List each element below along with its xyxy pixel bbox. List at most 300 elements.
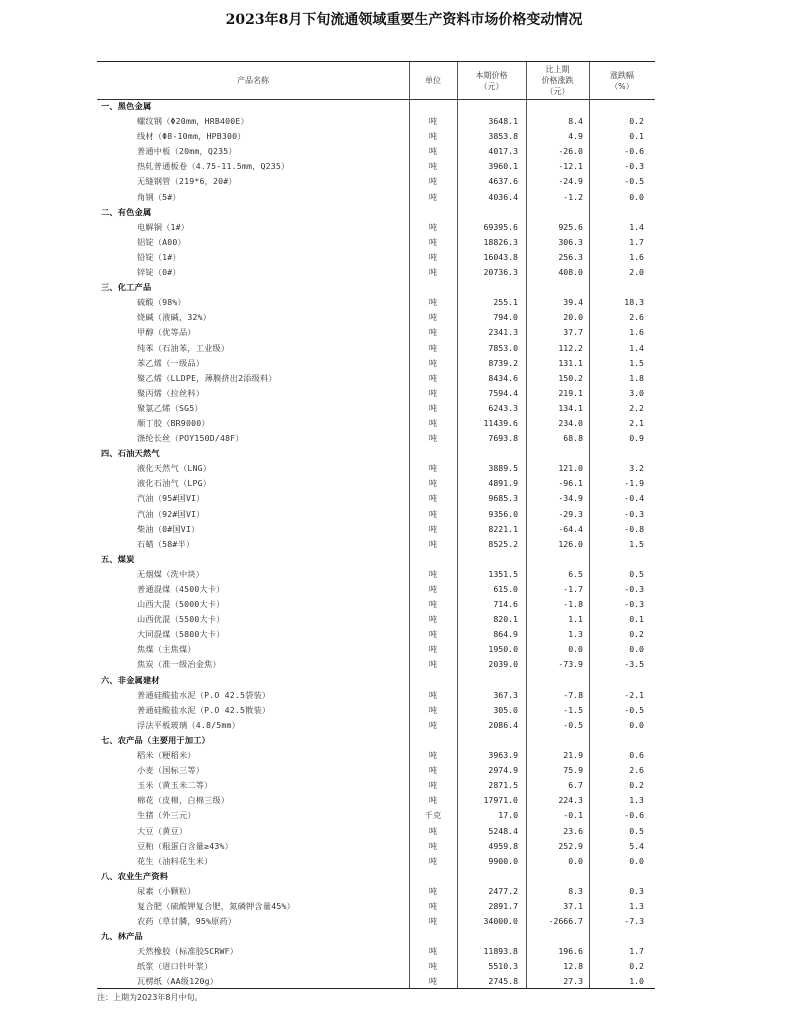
table-row	[97, 824, 655, 839]
unit-cell: 吨	[428, 402, 438, 413]
category-name: 一、黑色金属	[101, 101, 152, 111]
product-name: 角钢（5#）	[137, 191, 181, 202]
change-cell: 21.9	[563, 750, 583, 761]
price-cell: 2341.3	[488, 327, 518, 338]
unit-cell: 吨	[428, 584, 438, 594]
product-name: 汽油（92#国VI）	[137, 508, 205, 519]
unit-cell: 吨	[428, 297, 438, 308]
category-row	[97, 205, 655, 220]
unit-cell: 吨	[428, 719, 438, 730]
table-row	[97, 401, 655, 416]
price-cell: 714.6	[493, 599, 518, 610]
category-name: 四、石油天然气	[101, 448, 160, 459]
header-change-percent	[589, 62, 655, 99]
category-row	[97, 446, 655, 461]
table-row	[97, 688, 655, 703]
unit-cell: 吨	[428, 176, 438, 187]
price-cell: 11893.8	[483, 946, 518, 957]
category-row	[97, 552, 655, 567]
change-cell: 1.3	[568, 629, 583, 640]
unit-cell: 吨	[428, 629, 438, 640]
unit-cell: 吨	[428, 840, 438, 851]
price-cell: 20736.3	[483, 267, 518, 278]
percent-cell: 0.3	[629, 885, 644, 896]
change-cell: -73.9	[558, 659, 583, 670]
change-cell: 252.9	[558, 840, 583, 851]
table-row	[97, 839, 655, 854]
product-name: 涤纶长丝（POY150D/48F）	[137, 433, 244, 444]
category-name: 二、有色金属	[101, 206, 152, 217]
product-name: 复合肥（硫酸钾复合肥，氮磷钾含量45%）	[137, 900, 295, 911]
product-name: 铝锭（A00）	[137, 236, 186, 247]
price-cell: 2086.4	[488, 719, 518, 730]
percent-cell: -0.5	[624, 704, 644, 715]
percent-cell: 2.0	[629, 267, 644, 278]
product-name: 普通硅酸盐水泥（P.O 42.5袋装）	[137, 689, 271, 700]
price-cell: 4891.9	[488, 478, 518, 489]
table-row	[97, 295, 655, 310]
product-name: 聚丙烯（拉丝料）	[137, 387, 205, 398]
percent-cell: 1.3	[629, 900, 644, 911]
change-cell: -1.2	[563, 191, 583, 202]
header-current-price	[457, 62, 526, 99]
unit-cell: 吨	[428, 312, 438, 323]
change-cell: 20.0	[563, 312, 583, 323]
category-name: 七、农产品（主要用于加工）	[101, 734, 211, 745]
price-table-body	[97, 99, 655, 990]
product-name: 玉米（黄玉米二等）	[137, 780, 213, 791]
unit-cell: 吨	[428, 463, 438, 474]
price-cell: 1950.0	[488, 644, 518, 655]
unit-cell: 吨	[428, 221, 438, 232]
price-cell: 9900.0	[488, 855, 518, 866]
header-price-line2: （元）	[479, 81, 504, 91]
unit-cell: 吨	[428, 508, 438, 519]
change-cell: 12.8	[563, 961, 583, 972]
percent-cell: 1.6	[629, 251, 644, 262]
product-name: 生猪（外三元）	[137, 810, 196, 821]
product-name: 浮法平板玻璃（4.8/5mm）	[137, 719, 241, 730]
table-row	[97, 582, 655, 597]
unit-cell: 吨	[428, 161, 438, 172]
change-cell: 37.1	[563, 900, 583, 911]
unit-cell: 吨	[428, 599, 438, 610]
percent-cell: -0.6	[624, 146, 644, 157]
price-cell: 69395.6	[483, 221, 518, 232]
change-cell: 925.6	[558, 221, 583, 232]
percent-cell: -0.3	[624, 584, 644, 594]
product-name: 甲醇（优等品）	[137, 327, 196, 338]
percent-cell: -0.5	[624, 176, 644, 187]
table-row	[97, 522, 655, 537]
percent-cell: 2.2	[629, 402, 644, 413]
percent-cell: 0.0	[629, 191, 644, 202]
price-cell: 864.9	[493, 629, 518, 640]
change-cell: 23.6	[563, 825, 583, 836]
percent-cell: -0.3	[624, 599, 644, 610]
table-row	[97, 778, 655, 793]
change-cell: 408.0	[558, 267, 583, 278]
price-cell: 615.0	[493, 584, 518, 594]
price-cell: 4637.6	[488, 176, 518, 187]
change-cell: -34.9	[558, 493, 583, 504]
change-cell: 126.0	[558, 538, 583, 549]
table-row	[97, 159, 655, 174]
price-cell: 11439.6	[483, 417, 518, 428]
price-cell: 18826.3	[483, 236, 518, 247]
unit-cell: 吨	[428, 116, 438, 127]
product-name: 山西大混（5000大卡）	[137, 599, 225, 610]
price-cell: 820.1	[493, 614, 518, 625]
change-cell: 6.7	[568, 780, 583, 791]
change-cell: 0.0	[568, 855, 583, 866]
change-cell: -1.7	[563, 584, 583, 594]
unit-cell: 吨	[428, 916, 438, 927]
percent-cell: 1.4	[629, 342, 644, 353]
percent-cell: 18.3	[624, 297, 644, 308]
change-cell: 219.1	[558, 387, 583, 398]
change-cell: 112.2	[558, 342, 583, 353]
percent-cell: 1.7	[629, 946, 644, 957]
table-row	[97, 310, 655, 325]
product-name: 瓦楞纸（AA级120g）	[137, 976, 219, 987]
header-change-line1: 比上期	[545, 65, 570, 74]
product-name: 烧碱（液碱，32%）	[137, 312, 212, 323]
unit-cell: 吨	[428, 689, 438, 700]
table-row	[97, 129, 655, 144]
table-row	[97, 235, 655, 250]
change-cell: 27.3	[563, 976, 583, 987]
price-cell: 16043.8	[483, 251, 518, 262]
price-cell: 2039.0	[488, 659, 518, 670]
price-cell: 17971.0	[483, 795, 518, 806]
price-cell: 305.0	[493, 704, 518, 715]
category-name: 九、林产品	[101, 931, 143, 942]
percent-cell: 1.7	[629, 236, 644, 247]
change-cell: 306.3	[558, 236, 583, 247]
percent-cell: 0.2	[629, 116, 644, 127]
table-row	[97, 431, 655, 446]
unit-cell: 吨	[428, 795, 438, 806]
table-row	[97, 612, 655, 627]
table-row	[97, 250, 655, 265]
category-row	[97, 929, 655, 944]
product-name: 锌锭（0#）	[137, 267, 181, 278]
percent-cell: -0.3	[624, 508, 644, 519]
change-cell: -2666.7	[548, 916, 583, 927]
header-name-label: 产品名称	[237, 76, 269, 85]
change-cell: -64.4	[558, 523, 583, 534]
percent-cell: -0.4	[624, 493, 644, 504]
table-row	[97, 899, 655, 914]
price-cell: 4017.3	[488, 146, 518, 157]
unit-cell: 吨	[428, 976, 438, 987]
change-cell: 4.9	[568, 131, 583, 142]
percent-cell: 2.6	[629, 312, 644, 323]
product-name: 普通硅酸盐水泥（P.O 42.5散装）	[137, 704, 271, 715]
change-cell: 196.6	[558, 946, 583, 957]
table-row	[97, 416, 655, 431]
table-row	[97, 914, 655, 929]
header-price-line1: 本期价格	[475, 70, 508, 80]
price-cell: 8739.2	[488, 357, 518, 368]
unit-cell: 千克	[424, 810, 442, 821]
unit-cell: 吨	[428, 765, 438, 776]
change-cell: -29.3	[558, 508, 583, 519]
table-row	[97, 959, 655, 974]
percent-cell: 0.6	[629, 750, 644, 761]
change-cell: 8.3	[568, 885, 583, 896]
product-name: 顺丁胶（BR9000）	[137, 417, 210, 428]
percent-cell: -1.9	[624, 478, 644, 489]
percent-cell: 1.4	[629, 221, 644, 232]
category-name: 六、非金属建材	[101, 674, 160, 685]
change-cell: -12.1	[558, 161, 583, 172]
price-cell: 4036.4	[488, 191, 518, 202]
price-cell: 4959.8	[488, 840, 518, 851]
product-name: 汽油（95#国VI）	[137, 493, 205, 504]
change-cell: 8.4	[568, 116, 583, 127]
product-name: 普通混煤（4500大卡）	[137, 584, 225, 594]
unit-cell: 吨	[428, 342, 438, 353]
price-cell: 34000.0	[483, 916, 518, 927]
price-cell: 2745.8	[488, 976, 518, 987]
unit-cell: 吨	[428, 538, 438, 549]
unit-cell: 吨	[428, 478, 438, 489]
percent-cell: 0.5	[629, 825, 644, 836]
header-unit-label: 单位	[425, 76, 441, 85]
product-name: 农药（草甘膦，95%原药）	[137, 916, 237, 927]
table-row	[97, 854, 655, 869]
percent-cell: 0.0	[629, 855, 644, 866]
header-pct-line2: （%）	[610, 81, 634, 91]
product-name: 小麦（国标三等）	[137, 765, 205, 776]
percent-cell: -3.5	[624, 659, 644, 670]
change-cell: 224.3	[558, 795, 583, 806]
product-name: 电解铜（1#）	[137, 221, 190, 232]
change-cell: 0.0	[568, 644, 583, 655]
price-cell: 367.3	[493, 689, 518, 700]
table-row	[97, 884, 655, 899]
change-cell: -1.8	[563, 599, 583, 610]
unit-cell: 吨	[428, 855, 438, 866]
unit-cell: 吨	[428, 146, 438, 157]
price-cell: 7693.8	[488, 433, 518, 444]
change-cell: 131.1	[558, 357, 583, 368]
change-cell: 121.0	[558, 463, 583, 474]
footnote: 注：上期为2023年8月中旬。	[97, 993, 203, 1002]
header-change-line3: （元）	[545, 87, 570, 96]
change-cell: 75.9	[563, 765, 583, 776]
change-cell: -1.5	[563, 704, 583, 715]
product-name: 苯乙烯（一级品）	[137, 357, 205, 368]
unit-cell: 吨	[428, 417, 438, 428]
table-row	[97, 341, 655, 356]
table-row	[97, 703, 655, 718]
unit-cell: 吨	[428, 523, 438, 534]
unit-cell: 吨	[428, 900, 438, 911]
product-name: 豆粕（粗蛋白含量≥43%）	[137, 840, 234, 851]
product-name: 螺纹钢（Φ20mm，HRB400E）	[137, 116, 249, 127]
category-row	[97, 99, 655, 114]
price-cell: 2974.9	[488, 765, 518, 776]
table-row	[97, 793, 655, 808]
percent-cell: 3.0	[629, 387, 644, 398]
table-row	[97, 537, 655, 552]
unit-cell: 吨	[428, 191, 438, 202]
price-cell: 3963.9	[488, 750, 518, 761]
unit-cell: 吨	[428, 644, 438, 655]
product-name: 大豆（黄豆）	[137, 825, 188, 836]
unit-cell: 吨	[428, 825, 438, 836]
percent-cell: 5.4	[629, 840, 644, 851]
table-row	[97, 491, 655, 506]
price-cell: 7853.0	[488, 342, 518, 353]
table-row	[97, 808, 655, 823]
product-name: 铅锭（1#）	[137, 251, 181, 262]
percent-cell: 2.6	[629, 765, 644, 776]
percent-cell: 2.1	[629, 417, 644, 428]
category-row	[97, 869, 655, 884]
table-row	[97, 190, 655, 205]
price-cell: 5510.3	[488, 961, 518, 972]
unit-cell: 吨	[428, 614, 438, 625]
table-row	[97, 476, 655, 491]
table-row	[97, 567, 655, 582]
unit-cell: 吨	[428, 946, 438, 957]
change-cell: 134.1	[558, 402, 583, 413]
percent-cell: 3.2	[629, 463, 644, 474]
percent-cell: -2.1	[624, 689, 644, 700]
change-cell: -0.1	[563, 810, 583, 821]
price-cell: 6243.3	[488, 402, 518, 413]
product-name: 石蜡（58#半）	[137, 538, 195, 549]
price-cell: 3853.8	[488, 131, 518, 142]
price-cell: 9685.3	[488, 493, 518, 504]
page-title: 2023年8月下旬流通领域重要生产资料市场价格变动情况	[225, 12, 583, 28]
header-pct-line1: 涨跌幅	[610, 70, 634, 80]
change-cell: 39.4	[563, 297, 583, 308]
product-name: 焦炭（准一级冶金焦）	[137, 659, 221, 670]
product-name: 大同混煤（5800大卡）	[137, 629, 225, 640]
percent-cell: 0.0	[629, 644, 644, 655]
percent-cell: 1.3	[629, 795, 644, 806]
percent-cell: -0.3	[624, 161, 644, 172]
percent-cell: 0.1	[629, 614, 644, 625]
price-cell: 7594.4	[488, 387, 518, 398]
price-cell: 8221.1	[488, 523, 518, 534]
unit-cell: 吨	[428, 704, 438, 715]
table-row	[97, 386, 655, 401]
product-name: 纯苯（石油苯，工业级）	[137, 342, 230, 353]
category-name: 三、化工产品	[101, 282, 152, 293]
price-cell: 17.0	[498, 810, 518, 821]
percent-cell: 0.0	[629, 719, 644, 730]
change-cell: 37.7	[563, 327, 583, 338]
percent-cell: -0.6	[624, 810, 644, 821]
table-row	[97, 265, 655, 280]
price-cell: 3960.1	[488, 161, 518, 172]
change-cell: 234.0	[558, 417, 583, 428]
change-cell: 68.8	[563, 433, 583, 444]
change-cell: -0.5	[563, 719, 583, 730]
price-cell: 8434.6	[488, 372, 518, 383]
table-row	[97, 144, 655, 159]
table-row	[97, 974, 655, 989]
category-name: 五、煤炭	[101, 553, 135, 564]
product-name: 尿素（小颗粒）	[137, 885, 196, 896]
table-row	[97, 748, 655, 763]
percent-cell: -7.3	[624, 916, 644, 927]
table-row	[97, 507, 655, 522]
category-row	[97, 733, 655, 748]
unit-cell: 吨	[428, 372, 438, 383]
price-cell: 255.1	[493, 297, 518, 308]
percent-cell: 1.8	[629, 372, 644, 383]
price-cell: 5248.4	[488, 825, 518, 836]
product-name: 线材（Φ8-10mm，HPB300）	[137, 131, 246, 142]
product-name: 普通中板（20mm，Q235）	[137, 146, 237, 157]
table-row	[97, 763, 655, 778]
product-name: 热轧普通板卷（4.75-11.5mm，Q235）	[137, 161, 290, 172]
unit-cell: 吨	[428, 433, 438, 444]
table-row	[97, 657, 655, 672]
category-name: 八、农业生产资料	[101, 870, 169, 881]
unit-cell: 吨	[428, 659, 438, 670]
unit-cell: 吨	[428, 780, 438, 791]
change-cell: -7.8	[563, 689, 583, 700]
price-cell: 2871.5	[488, 780, 518, 791]
unit-cell: 吨	[428, 357, 438, 368]
change-cell: -96.1	[558, 478, 583, 489]
table-row	[97, 718, 655, 733]
table-row	[97, 461, 655, 476]
header-product-name	[97, 62, 409, 99]
product-name: 纸浆（进口针叶浆）	[137, 961, 213, 972]
change-cell: 1.1	[568, 614, 583, 625]
table-row	[97, 174, 655, 189]
percent-cell: 1.6	[629, 327, 644, 338]
percent-cell: -0.8	[624, 523, 644, 534]
product-name: 液化石油气（LPG）	[137, 478, 212, 489]
change-cell: 6.5	[568, 568, 583, 579]
product-name: 花生（油料花生米）	[137, 855, 213, 866]
unit-cell: 吨	[428, 131, 438, 142]
unit-cell: 吨	[428, 327, 438, 338]
header-change-line2: 价格涨跌	[541, 76, 574, 85]
percent-cell: 0.2	[629, 961, 644, 972]
header-price-change	[526, 62, 589, 99]
percent-cell: 0.2	[629, 780, 644, 791]
table-row	[97, 325, 655, 340]
price-cell: 2891.7	[488, 900, 518, 911]
product-name: 聚乙烯（LLDPE，薄膜挤出2添级料）	[137, 372, 277, 383]
change-cell: 256.3	[558, 251, 583, 262]
unit-cell: 吨	[428, 493, 438, 504]
price-cell: 794.0	[493, 312, 518, 323]
unit-cell: 吨	[428, 236, 438, 247]
product-name: 硫酸（98%）	[137, 297, 186, 308]
product-name: 柴油（0#国VI）	[137, 523, 200, 534]
percent-cell: 0.1	[629, 131, 644, 142]
product-name: 山西优混（5500大卡）	[137, 614, 225, 625]
percent-cell: 0.9	[629, 433, 644, 444]
change-cell: 150.2	[558, 372, 583, 383]
unit-cell: 吨	[428, 387, 438, 398]
product-name: 液化天然气（LNG）	[137, 463, 212, 474]
product-name: 无烟煤（洗中块）	[137, 568, 205, 579]
table-row	[97, 220, 655, 235]
